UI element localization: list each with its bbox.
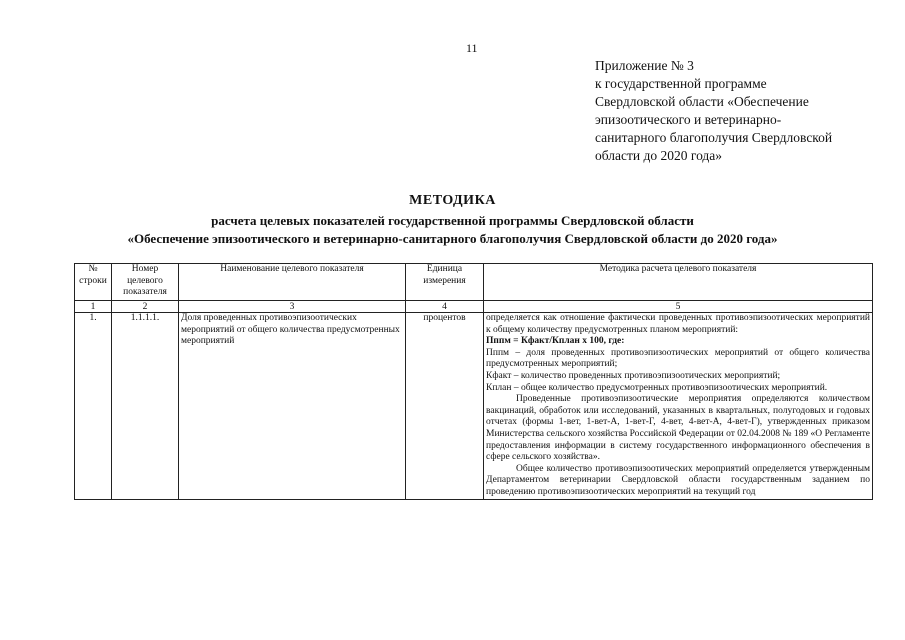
method-variable-pppm: Пппм – доля проведенных противоэпизоотических мероприятий от общего количества предусмотренных мероприятий;: [486, 347, 870, 370]
document-subtitle: [0, 212, 905, 248]
document-title: МЕТОДИКА: [409, 193, 496, 208]
header-indicator-name: Наименование целевого показателя: [179, 264, 406, 301]
table-header-row: [75, 264, 873, 301]
appendix-line: к государственной программе: [595, 76, 767, 91]
column-number: 2: [112, 301, 179, 313]
row-indicator-number: 1.1.1.1.: [112, 313, 179, 500]
appendix-line: Приложение № 3: [595, 58, 694, 73]
appendix-line: санитарного благополучия Свердловской: [595, 130, 833, 145]
row-unit: процентов: [406, 313, 484, 500]
method-paragraph-total: Общее количество противоэпизоотических мероприятий определяется утвержденным Департаментом ветеринарии Свердловской области государственным заданием по проведению противоэпизоотических мероприятий на текущий год: [486, 463, 870, 497]
column-numbers-row: [75, 301, 873, 313]
method-variable-kfakt: Кфакт – количество проведенных противоэпизоотических мероприятий;: [486, 370, 781, 381]
page-number: 11: [466, 41, 478, 55]
appendix-note: [595, 57, 895, 165]
column-number: 3: [179, 301, 406, 313]
methodology-table: [74, 263, 873, 500]
row-method: [484, 313, 873, 500]
appendix-line: Свердловской области «Обеспечение: [595, 94, 809, 109]
row-indicator-name: Доля проведенных противоэпизоотических мероприятий от общего количества предусмотренных мероприятий: [179, 313, 406, 500]
header-line-number: № строки: [75, 264, 112, 301]
method-variable-kplan: Кплан – общее количество предусмотренных противоэпизоотических мероприятий.: [486, 382, 828, 393]
header-method: Методика расчета целевого показателя: [484, 264, 873, 301]
row-line-number: 1.: [75, 313, 112, 500]
subtitle-line-1: расчета целевых показателей государственной программы Свердловской области: [211, 213, 694, 228]
column-number: 4: [406, 301, 484, 313]
method-formula: Пппм = Кфакт/Кплан х 100, где:: [486, 336, 625, 347]
method-paragraph-sources: Проведенные противоэпизоотические мероприятия определяются количеством вакцинаций, обработок или исследований, указанных в квартальных, полугодовых и годовых отчетах (формы 1-вет, 1-вет-А, 1-вет-Г, 4-вет, 4-вет-А, 4-вет-Г), утвержденных приказом Министерства сельского хозяйства Российской Федерации от 02.04.2008 № 189 «О Регламенте предоставления информации в систему государственного информационного обеспечения в сфере сельского хозяйства».: [486, 394, 870, 463]
column-number: 5: [484, 301, 873, 313]
appendix-line: эпизоотического и ветеринарно-: [595, 112, 782, 127]
subtitle-line-2: «Обеспечение эпизоотического и ветеринарно-санитарного благополучия Свердловской области до 2020 года»: [127, 231, 778, 246]
header-indicator-number: Номер целевого показателя: [112, 264, 179, 301]
method-definition: определяется как отношение фактически проведенных противоэпизоотических мероприятий к общему количеству предусмотренных планом мероприятий:: [486, 313, 870, 335]
header-unit: Единица измерения: [406, 264, 484, 301]
column-number: 1: [75, 301, 112, 313]
table-row: [75, 313, 873, 500]
appendix-line: области до 2020 года»: [595, 148, 723, 163]
